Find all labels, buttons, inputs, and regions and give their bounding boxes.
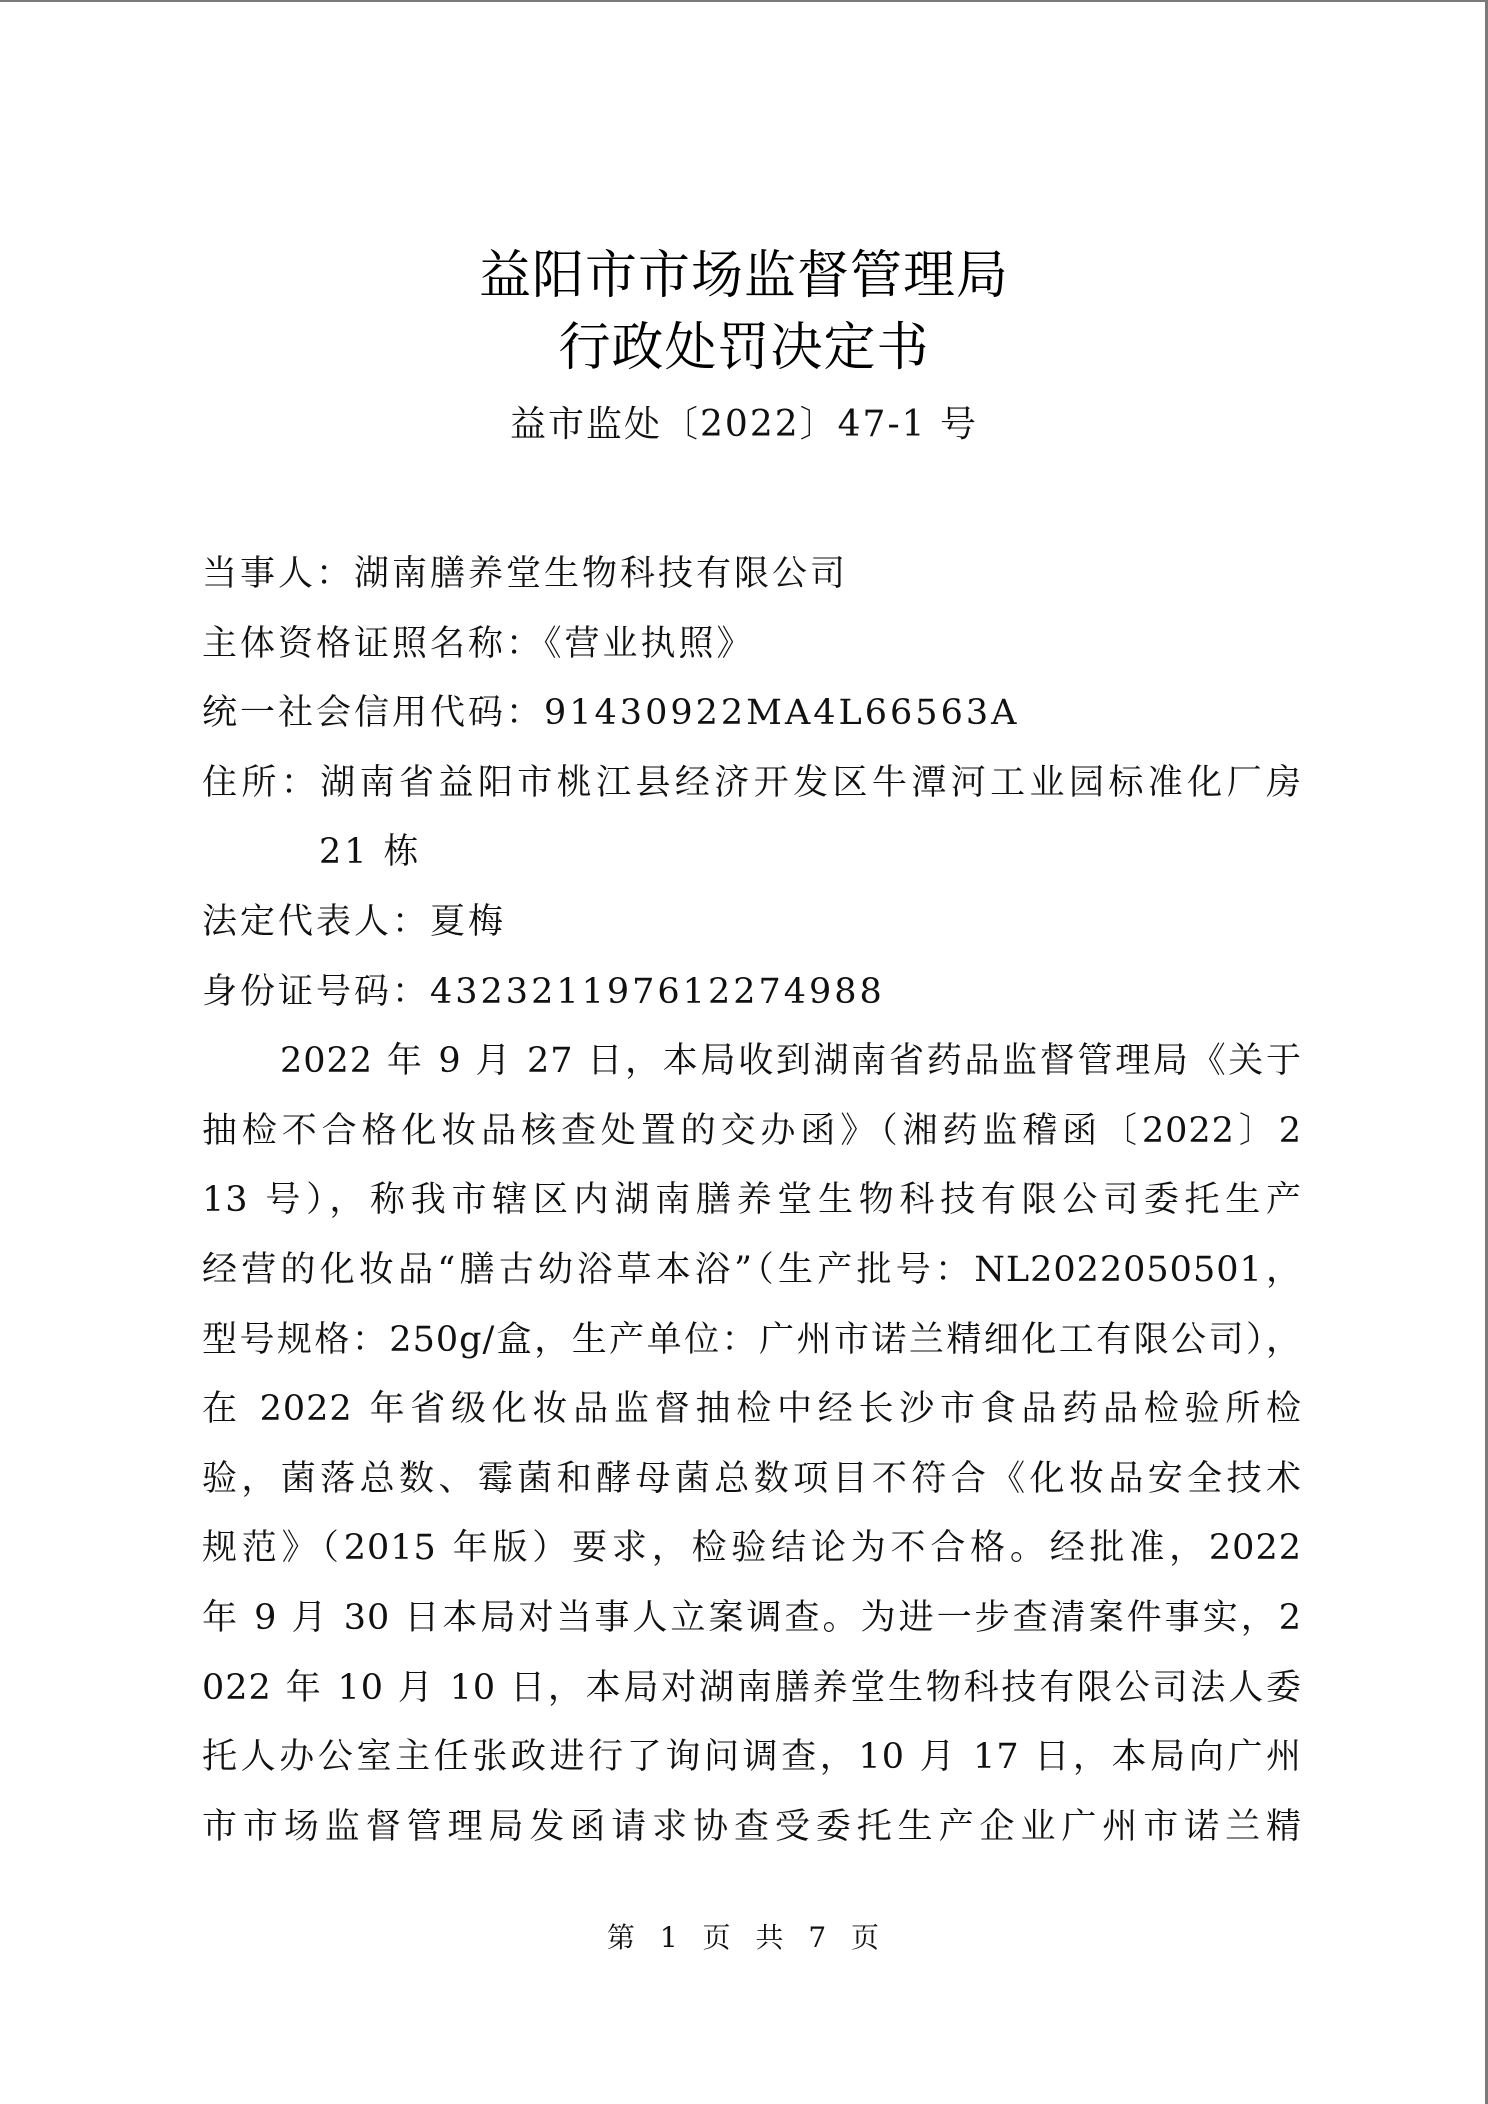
- document-body: [202, 540, 1302, 1862]
- body-line: 抽检不合格化妆品核查处置的交办函》（湘药监稽函〔2022〕2: [202, 1110, 1302, 1151]
- body-line: 托人办公室主任张政进行了询问调查，10 月 17 日，本局向广州: [202, 1737, 1302, 1778]
- body-line: 2022 年 9 月 27 日，本局收到湖南省药品监督管理局《关于: [280, 1041, 1302, 1082]
- document-type-title: 行政处罚决定书: [558, 318, 930, 378]
- body-line: 13 号），称我市辖区内湖南膳养堂生物科技有限公司委托生产: [202, 1180, 1302, 1221]
- body-line: 市市场监督管理局发函请求协查受委托生产企业广州市诺兰精: [202, 1806, 1302, 1847]
- body-line: 在 2022 年省级化妆品监督抽检中经长沙市食品药品检验所检: [202, 1389, 1302, 1430]
- legal-representative-field: 法定代表人：夏梅: [202, 901, 507, 942]
- issuing-authority-title: 益阳市市场监督管理局: [478, 246, 1009, 306]
- body-line: 型号规格：250g/盒，生产单位：广州市诺兰精细化工有限公司），: [202, 1319, 1302, 1360]
- body-line: 验，菌落总数、霉菌和酵母菌总数项目不符合《化妆品安全技术: [202, 1458, 1302, 1499]
- address-field-line2: 21 栋: [319, 832, 422, 873]
- body-line: 经营的化妆品“膳古幼浴草本浴”（生产批号：NL2022050501，: [202, 1249, 1302, 1290]
- page-indicator: 第 1 页 共 7 页: [606, 1921, 882, 1954]
- license-name-field: 主体资格证照名称：《营业执照》: [202, 623, 755, 664]
- body-line: 年 9 月 30 日本局对当事人立案调查。为进一步查清案件事实，2: [202, 1597, 1302, 1638]
- page-border-top: [0, 0, 1488, 2]
- credit-code-field: 统一社会信用代码：91430922MA4L66563A: [202, 693, 1020, 734]
- party-field: 当事人：湖南膳养堂生物科技有限公司: [202, 554, 849, 594]
- body-line: 022 年 10 月 10 日，本局对湖南膳养堂生物科技有限公司法人委: [202, 1667, 1302, 1708]
- body-line: 规范》（2015 年版）要求，检验结论为不合格。经批准，2022: [202, 1528, 1302, 1569]
- id-number-field: 身份证号码：432321197612274988: [202, 971, 885, 1012]
- document-number: 益市监处〔2022〕47-1 号: [510, 404, 978, 445]
- address-field-line1: 住所：湖南省益阳市桃江县经济开发区牛潭河工业园标准化厂房: [202, 762, 1302, 803]
